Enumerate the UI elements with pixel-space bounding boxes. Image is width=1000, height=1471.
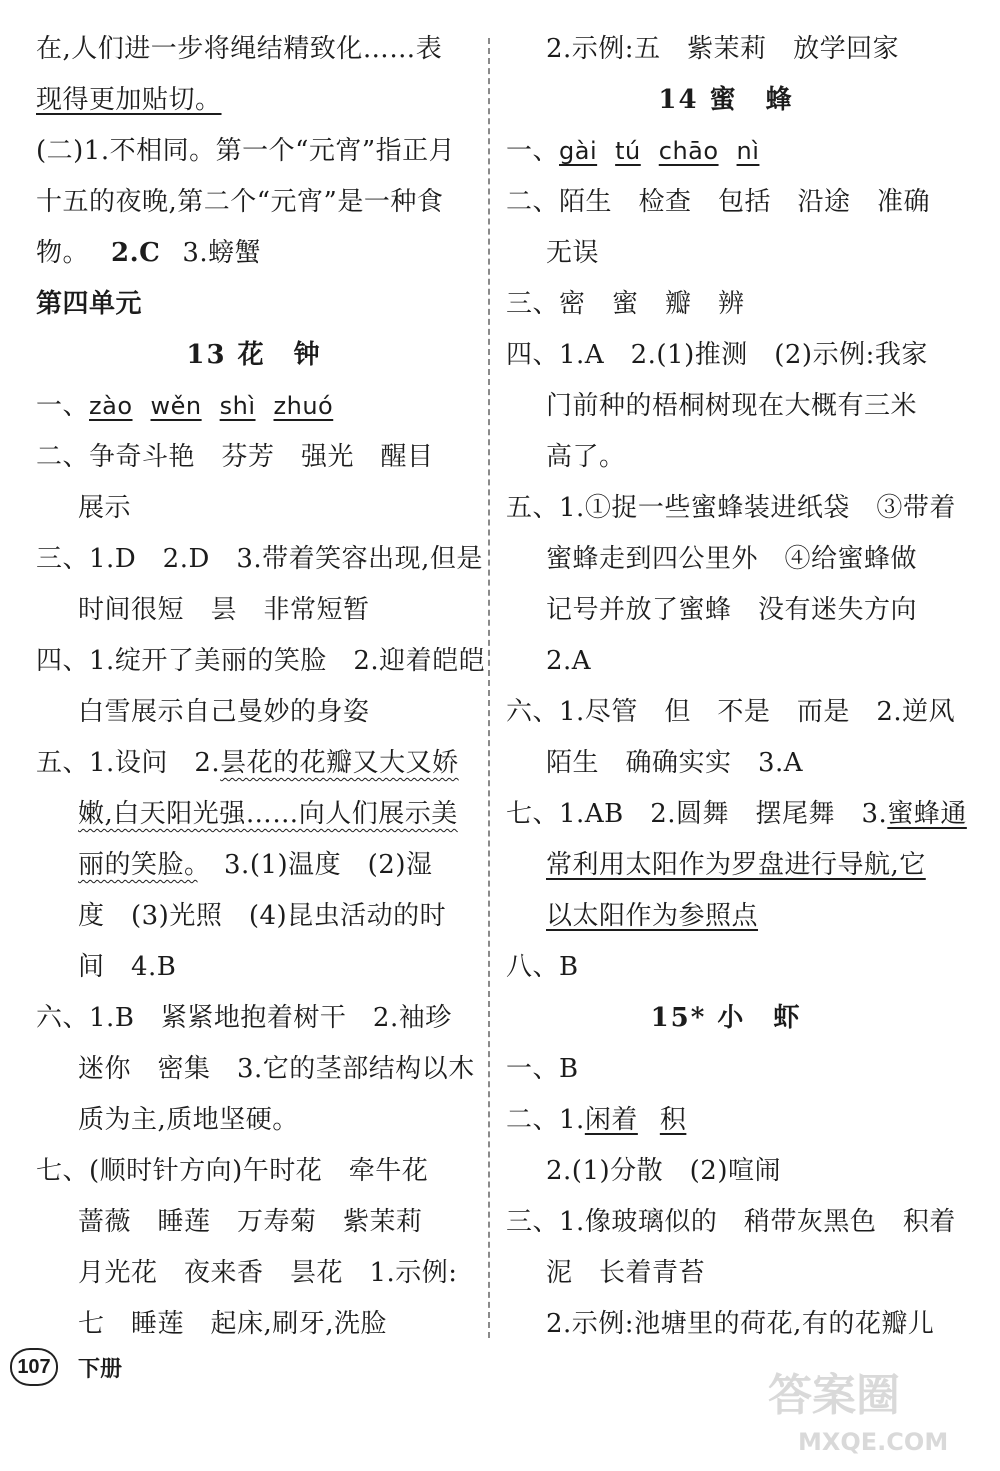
question-label: 六、	[506, 697, 560, 727]
answer: 泥 长着青苔	[546, 1258, 706, 1288]
question-label: 六、	[36, 1003, 90, 1033]
question-2	[506, 1095, 946, 1146]
question-1	[36, 381, 472, 432]
left-column	[36, 24, 486, 1350]
question-label: 一、	[506, 1054, 560, 1084]
answer: 迷你 密集 3.它的茎部结构以木	[78, 1054, 475, 1084]
underlined-text: 闲着	[584, 1105, 638, 1135]
answer: 3.螃蟹	[182, 238, 262, 268]
answer: 1.①捉一些蜜蜂装进纸袋 ③带着	[559, 493, 956, 523]
question-label: 二、	[506, 1105, 560, 1135]
question-7	[36, 1146, 472, 1197]
question-1	[506, 126, 946, 177]
lesson-title-15	[506, 993, 946, 1044]
text-line	[506, 585, 946, 636]
text-line	[36, 789, 472, 840]
answer: 间 4.B	[78, 952, 177, 982]
watermark-text: 答案圈	[768, 1370, 900, 1421]
answer: 1.绽开了美丽的笑脸 2.迎着皑皑	[89, 646, 486, 676]
question-label: 三、	[506, 1207, 560, 1237]
text-line	[506, 636, 946, 687]
text-line	[36, 75, 472, 126]
text-line	[506, 24, 946, 75]
text-line	[506, 228, 946, 279]
question-5	[506, 483, 956, 534]
answer: 质为主,质地坚硬。	[78, 1105, 299, 1135]
answer: 无误	[546, 238, 600, 268]
text-line	[36, 1095, 472, 1146]
answer: (顺时针方向)午时花 牵牛花	[89, 1156, 429, 1186]
text-line	[506, 891, 946, 942]
lesson-title: 13 花 钟	[186, 340, 322, 370]
question-8	[506, 942, 946, 993]
answer: 记号并放了蜜蜂 没有迷失方向	[546, 595, 918, 625]
column-divider	[488, 38, 490, 1338]
question-label: 一、	[506, 136, 560, 166]
question-6	[506, 687, 956, 738]
answer: 1.	[559, 1105, 585, 1135]
question-5	[36, 738, 472, 789]
answer: 门前种的梧桐树现在大概有三米	[546, 391, 918, 421]
unit-title: 第四单元	[36, 289, 143, 319]
answer: 度 (3)光照 (4)昆虫活动的时	[78, 901, 447, 931]
pinyin: gài	[559, 137, 598, 165]
pinyin: chāo	[658, 137, 719, 165]
lesson-title: 15* 小 虾	[650, 1003, 802, 1033]
text-line	[36, 228, 472, 279]
text-line	[506, 1299, 946, 1350]
question-3	[506, 1197, 956, 1248]
pinyin: nì	[736, 137, 760, 165]
answer: B	[559, 1054, 579, 1084]
answer: 蔷薇 睡莲 万寿菊 紫茉莉	[78, 1207, 423, 1237]
text-line	[36, 891, 472, 942]
text: 物。	[36, 238, 90, 268]
answer: 白雪展示自己曼妙的身姿	[78, 697, 370, 727]
text-line	[36, 687, 472, 738]
question-3	[36, 534, 483, 585]
text-line	[36, 177, 472, 228]
question-label: 四、	[36, 646, 90, 676]
answer: 2.(1)分散 (2)喧闹	[546, 1156, 781, 1186]
page-footer	[10, 1345, 122, 1389]
question-3	[506, 279, 946, 330]
pinyin: zào	[89, 392, 133, 420]
underlined-text: 现得更加贴切。	[36, 85, 222, 115]
question-label: 二、	[506, 187, 560, 217]
volume-label: 下册	[78, 1355, 123, 1381]
answer: 1.设问 2.	[89, 748, 221, 778]
answer: 3.(1)温度 (2)湿	[197, 850, 433, 880]
wavy-underlined-text: 丽的笑脸。	[78, 850, 198, 880]
text-line	[506, 432, 946, 483]
answer: 1.AB 2.圆舞 摆尾舞 3.	[559, 799, 888, 829]
text-line	[36, 1248, 472, 1299]
answer: 月光花 夜来香 昙花 1.示例:	[78, 1258, 458, 1288]
answer: 2.C	[111, 238, 161, 268]
answer: 1.像玻璃似的 稍带灰黑色 积着	[559, 1207, 956, 1237]
question-4	[506, 330, 946, 381]
watermark-logo	[758, 1360, 988, 1460]
question-label: 七、	[506, 799, 560, 829]
underlined-text: 常利用太阳作为罗盘进行导航,它	[546, 850, 926, 880]
pinyin: tú	[615, 137, 641, 165]
text-line	[36, 1299, 472, 1350]
question-7	[506, 789, 967, 840]
text-line	[36, 126, 472, 177]
right-column	[506, 24, 967, 1350]
text: 在,人们进一步将绳结精致化……表	[36, 34, 443, 64]
text-line	[506, 534, 946, 585]
pinyin: zhuó	[273, 392, 334, 420]
answer: 争奇斗艳 芬芳 强光 醒目	[89, 442, 434, 472]
pinyin: wěn	[150, 392, 202, 420]
text-line	[36, 840, 472, 891]
wavy-underlined-text: 昙花的花瓣又大又娇	[220, 748, 459, 778]
question-label: 五、	[36, 748, 90, 778]
answer: 陌生 检查 包括 沿途 准确	[559, 187, 931, 217]
answer: 2.A	[546, 646, 592, 676]
answer: 1.B 紧紧地抱着树干 2.袖珍	[89, 1003, 452, 1033]
answer: 1.D 2.D 3.带着笑容出现,但是	[89, 544, 483, 574]
answer: 1.A 2.(1)推测 (2)示例:我家	[559, 340, 928, 370]
question-label: 四、	[506, 340, 560, 370]
answer: 2.示例:池塘里的荷花,有的花瓣儿	[546, 1309, 935, 1339]
lesson-title: 14 蜜 蜂	[658, 85, 794, 115]
answer: 高了。	[546, 442, 626, 472]
watermark-url: MXQE.COM	[798, 1428, 949, 1456]
answer: 2.示例:五 紫茉莉 放学回家	[546, 34, 900, 64]
text-line	[36, 1044, 475, 1095]
answer: 展示	[78, 493, 132, 523]
question-label: 三、	[506, 289, 560, 319]
text-line	[506, 1146, 946, 1197]
answer: B	[559, 952, 579, 982]
text-line	[36, 585, 472, 636]
question-2	[506, 177, 946, 228]
pinyin: shì	[219, 392, 256, 420]
lesson-title-13	[36, 330, 472, 381]
text-line	[36, 483, 472, 534]
underlined-text: 蜜蜂通	[887, 799, 967, 829]
answer: 时间很短 昙 非常短暂	[78, 595, 370, 625]
page-number: 107	[10, 1348, 58, 1386]
question-6	[36, 993, 472, 1044]
text-line	[506, 381, 946, 432]
unit-heading	[36, 279, 472, 330]
underlined-text: 积	[659, 1105, 687, 1135]
answer: 蜜蜂走到四公里外 ④给蜜蜂做	[546, 544, 918, 574]
text-line	[506, 738, 946, 789]
text: 十五的夜晚,第二个“元宵”是一种食	[36, 187, 444, 217]
text-line	[506, 1248, 946, 1299]
question-label: 八、	[506, 952, 560, 982]
text-line	[36, 942, 472, 993]
text-line	[36, 24, 472, 75]
question-4	[36, 636, 486, 687]
question-label: 七、	[36, 1156, 90, 1186]
text-line	[36, 1197, 472, 1248]
wavy-underlined-text: 嫩,白天阳光强……向人们展示美	[78, 799, 458, 829]
lesson-title-14	[506, 75, 946, 126]
question-1	[506, 1044, 946, 1095]
question-2	[36, 432, 472, 483]
text-line	[506, 840, 946, 891]
text: (二)1.不相同。第一个“元宵”指正月	[36, 136, 456, 166]
answer: 七 睡莲 起床,刷牙,洗脸	[78, 1309, 388, 1339]
question-label: 三、	[36, 544, 90, 574]
underlined-text: 以太阳作为参照点	[546, 901, 759, 931]
question-label: 一、	[36, 391, 90, 421]
answer: 密 蜜 瓣 辨	[559, 289, 745, 319]
answer: 1.尽管 但 不是 而是 2.逆风	[559, 697, 956, 727]
question-label: 五、	[506, 493, 560, 523]
question-label: 二、	[36, 442, 90, 472]
answer: 陌生 确确实实 3.A	[546, 748, 804, 778]
